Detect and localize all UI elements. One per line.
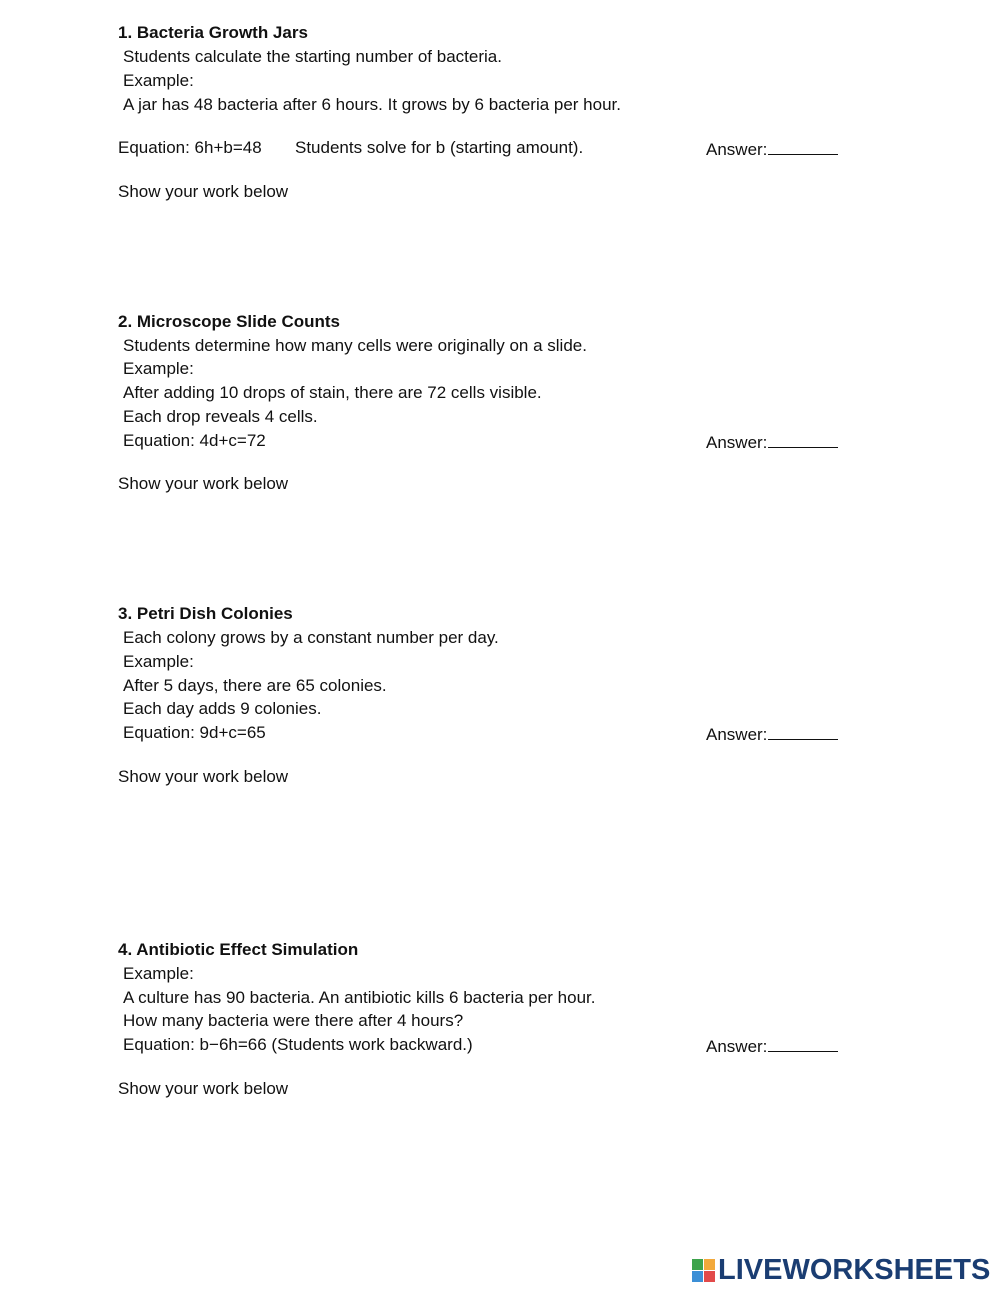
- q4-line-1: Example:: [123, 964, 194, 983]
- logo-text: LIVEWORKSHEETS: [718, 1254, 991, 1286]
- q1-answer-input[interactable]: [772, 138, 842, 158]
- q2-line-3: After adding 10 drops of stain, there are 72 cells visible.: [123, 383, 542, 402]
- q1-line-1: Students calculate the starting number of bacteria.: [123, 47, 502, 66]
- q3-line-3: After 5 days, there are 65 colonies.: [123, 676, 387, 695]
- q2-answer-input[interactable]: [772, 431, 842, 451]
- q2-line-4: Each drop reveals 4 cells.: [123, 407, 318, 426]
- q2-line-2: Example:: [123, 359, 194, 378]
- logo-mark-icon: [692, 1259, 715, 1282]
- q1-title: 1. Bacteria Growth Jars: [118, 23, 308, 42]
- q1-equation: Equation: 6h+b=48: [118, 138, 262, 157]
- q2-answer-label: Answer:: [706, 433, 768, 452]
- q3-title: 3. Petri Dish Colonies: [118, 604, 293, 623]
- liveworksheets-logo[interactable]: [692, 1253, 990, 1287]
- q1-answer-label: Answer:: [706, 140, 768, 159]
- q3-answer-label: Answer:: [706, 725, 768, 744]
- q2-line-1: Students determine how many cells were originally on a slide.: [123, 336, 587, 355]
- logo-mark-tile: [692, 1271, 703, 1282]
- q3-line-4: Each day adds 9 colonies.: [123, 699, 322, 718]
- q3-line-2: Example:: [123, 652, 194, 671]
- q4-title: 4. Antibiotic Effect Simulation: [118, 940, 359, 959]
- q1-line-3: A jar has 48 bacteria after 6 hours. It grows by 6 bacteria per hour.: [123, 95, 621, 114]
- q4-line-2: A culture has 90 bacteria. An antibiotic kills 6 bacteria per hour.: [123, 988, 596, 1007]
- q1-work-label: Show your work below: [118, 182, 289, 201]
- q3-line-1: Each colony grows by a constant number per day.: [123, 628, 499, 647]
- logo-mark-tile: [704, 1271, 715, 1282]
- logo-mark-tile: [704, 1259, 715, 1270]
- q4-work-label: Show your work below: [118, 1079, 289, 1098]
- q3-work-label: Show your work below: [118, 767, 289, 786]
- q3-answer-input[interactable]: [772, 723, 842, 743]
- q4-equation: Equation: b−6h=66 (Students work backward.): [123, 1035, 473, 1054]
- q2-equation: Equation: 4d+c=72: [123, 431, 266, 450]
- q4-line-3: How many bacteria were there after 4 hours?: [123, 1011, 464, 1030]
- q4-answer-input[interactable]: [772, 1035, 842, 1055]
- q4-answer-label: Answer:: [706, 1037, 768, 1056]
- q1-note: Students solve for b (starting amount).: [295, 138, 584, 157]
- q3-equation: Equation: 9d+c=65: [123, 723, 266, 742]
- logo-mark-tile: [692, 1259, 703, 1270]
- q1-line-2: Example:: [123, 71, 194, 90]
- q2-work-label: Show your work below: [118, 474, 289, 493]
- q2-title: 2. Microscope Slide Counts: [118, 312, 340, 331]
